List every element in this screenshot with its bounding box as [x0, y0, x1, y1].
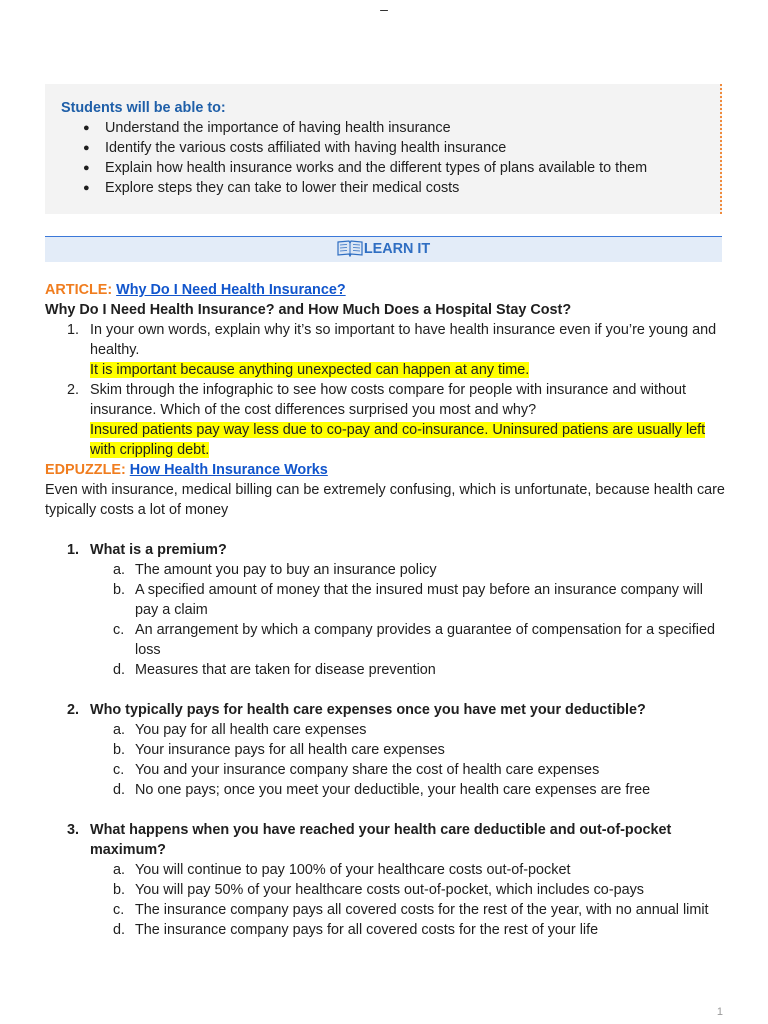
question-text: Skim through the infographic to see how costs compare for people with insurance and without insurance. Which of the cost differences surprised you most and why? — [90, 382, 686, 418]
question-text: Who typically pays for health care expenses once you have met your deductible? — [90, 702, 646, 718]
article-question — [45, 320, 725, 380]
option-text: The insurance company pays all covered costs for the rest of the year, with no annual limit — [135, 902, 709, 918]
main-content — [45, 280, 725, 940]
mc-question-block — [45, 820, 725, 940]
edpuzzle-link[interactable]: How Health Insurance Works — [129, 462, 328, 478]
answer-option[interactable] — [45, 620, 725, 660]
answer-options — [45, 860, 725, 940]
header-dash: – — [380, 1, 388, 17]
article-link[interactable]: Why Do I Need Health Insurance? — [116, 282, 346, 298]
question-number: 3. — [67, 822, 80, 838]
article-subtitle: Why Do I Need Health Insurance? and How Much Does a Hospital Stay Cost? — [45, 302, 572, 318]
mc-question — [45, 540, 725, 560]
edpuzzle-intro: Even with insurance, medical billing can be extremely confusing, which is unfortunate, because health care typically costs a lot of money — [45, 482, 725, 518]
option-text: A specified amount of money that the insured must pay before an insurance company will pay a claim — [135, 582, 703, 618]
question-text: In your own words, explain why it’s so important to have health insurance even if you’re young and healthy. — [90, 322, 717, 358]
option-letter: d. — [113, 782, 126, 798]
option-letter: c. — [113, 902, 125, 918]
option-letter: d. — [113, 922, 126, 938]
option-text: You pay for all health care expenses — [135, 722, 367, 738]
objective-item: ● Understand the importance of having health insurance — [61, 118, 704, 138]
answer-option[interactable] — [45, 900, 725, 920]
option-text: Measures that are taken for disease prevention — [135, 662, 436, 678]
question-number: 2. — [67, 382, 80, 398]
option-text: An arrangement by which a company provides a guarantee of compensation for a specified loss — [135, 622, 715, 658]
edpuzzle-heading — [45, 460, 725, 480]
option-letter: a. — [113, 722, 126, 738]
book-icon — [337, 239, 363, 266]
objective-item: ● Explain how health insurance works and the different types of plans available to them — [61, 158, 704, 178]
answer-text[interactable]: Insured patients pay way less due to co-pay and co-insurance. Uninsured patiens are usually left with crippling debt. — [90, 422, 706, 458]
page-number: 1 — [716, 1006, 723, 1018]
option-letter: b. — [113, 582, 126, 598]
option-letter: b. — [113, 742, 126, 758]
article-questions — [45, 320, 725, 460]
option-letter: a. — [113, 562, 126, 578]
answer-option[interactable] — [45, 860, 725, 880]
mc-question — [45, 820, 725, 860]
option-text: Your insurance pays for all health care expenses — [135, 742, 445, 758]
answer-option[interactable] — [45, 780, 725, 800]
answer-option[interactable] — [45, 720, 725, 740]
article-tag: ARTICLE: — [45, 282, 113, 298]
question-number: 1. — [67, 322, 80, 338]
option-text: The amount you pay to buy an insurance policy — [135, 562, 437, 578]
option-letter: c. — [113, 762, 125, 778]
option-text: The insurance company pays for all covered costs for the rest of your life — [135, 922, 599, 938]
answer-option[interactable] — [45, 660, 725, 680]
question-number: 2. — [67, 702, 80, 718]
article-heading — [45, 280, 725, 300]
answer-option[interactable] — [45, 580, 725, 620]
option-text: You will pay 50% of your healthcare costs out-of-pocket, which includes co-pays — [135, 882, 645, 898]
edpuzzle-tag: EDPUZZLE: — [45, 462, 126, 478]
objective-item: ● Explore steps they can take to lower their medical costs — [61, 178, 704, 198]
learning-objectives-box — [45, 84, 722, 214]
option-text: You and your insurance company share the cost of health care expenses — [135, 762, 600, 778]
option-letter: a. — [113, 862, 126, 878]
option-letter: b. — [113, 882, 126, 898]
question-number: 1. — [67, 542, 80, 558]
option-letter: c. — [113, 622, 125, 638]
article-question — [45, 380, 725, 460]
answer-option[interactable] — [45, 880, 725, 900]
answer-option[interactable] — [45, 920, 725, 940]
answer-options — [45, 720, 725, 800]
mc-question-block — [45, 540, 725, 680]
answer-option[interactable] — [45, 760, 725, 780]
mc-question — [45, 700, 725, 720]
question-text: What is a premium? — [90, 542, 227, 558]
question-text: What happens when you have reached your health care deductible and out-of-pocket maximum? — [90, 822, 672, 858]
answer-text[interactable]: It is important because anything unexpected can happen at any time. — [90, 362, 530, 378]
option-text: You will continue to pay 100% of your healthcare costs out-of-pocket — [135, 862, 571, 878]
option-letter: d. — [113, 662, 126, 678]
answer-option[interactable] — [45, 740, 725, 760]
objectives-list — [61, 118, 704, 198]
learn-it-label: LEARN IT — [363, 241, 431, 257]
option-text: No one pays; once you meet your deductible, your health care expenses are free — [135, 782, 651, 798]
mc-question-block — [45, 700, 725, 800]
answer-options — [45, 560, 725, 680]
learn-it-banner — [45, 236, 722, 262]
answer-option[interactable] — [45, 560, 725, 580]
objectives-title: Students will be able to: — [61, 100, 226, 116]
objective-item: ● Identify the various costs affiliated with having health insurance — [61, 138, 704, 158]
